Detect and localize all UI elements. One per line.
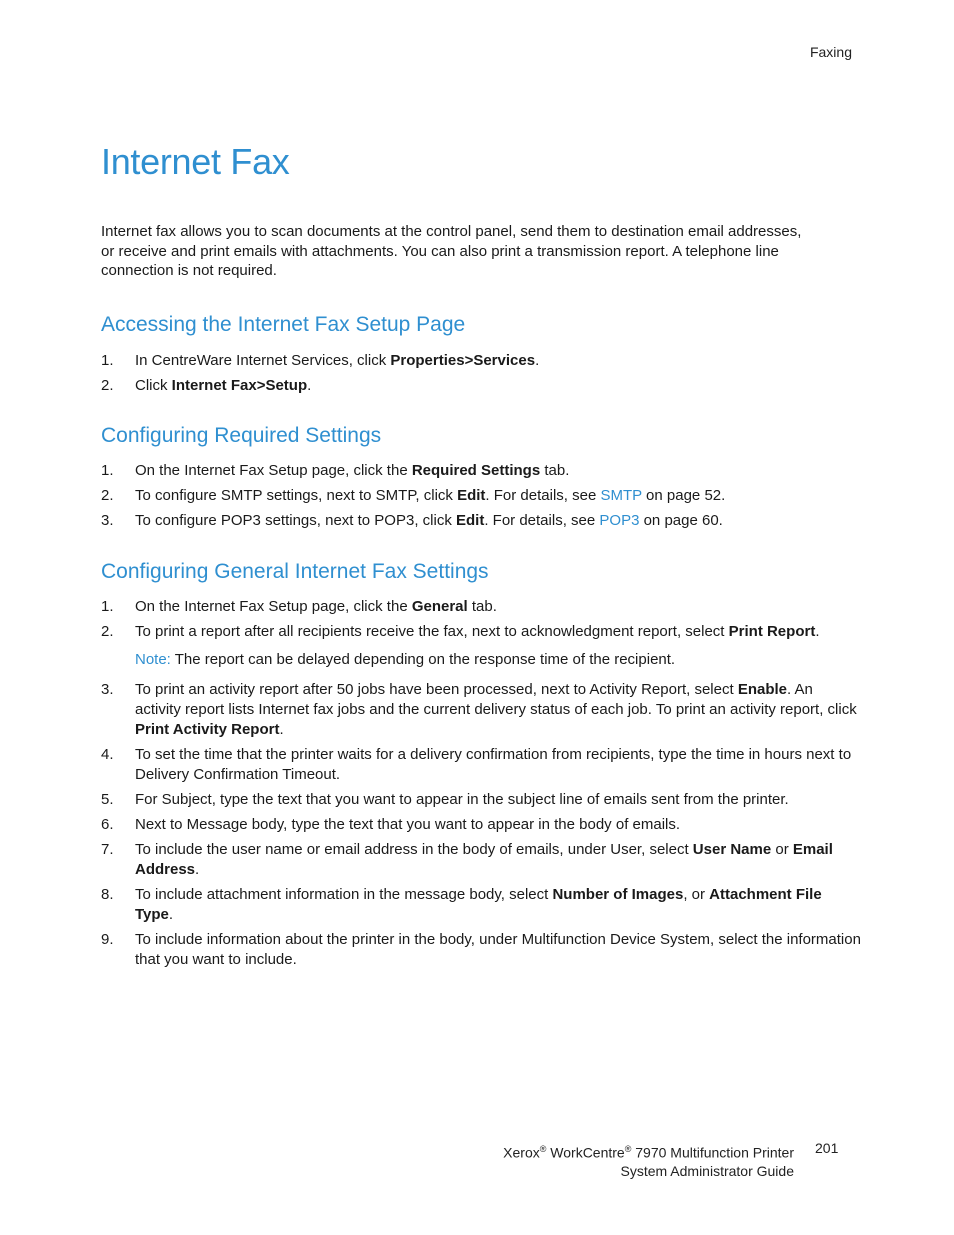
- access-steps-list: [101, 351, 861, 401]
- heading-required-settings: Configuring Required Settings: [101, 424, 382, 447]
- pop3-link[interactable]: POP3: [599, 512, 640, 529]
- list-item: 8. To include attachment information in the message body, select Number of Images, or Attachment File Type.: [101, 886, 822, 923]
- page-number: 201: [815, 1140, 839, 1156]
- heading-general-settings: Configuring General Internet Fax Settings: [101, 560, 489, 583]
- heading-accessing-setup-page: Accessing the Internet Fax Setup Page: [101, 313, 466, 336]
- list-item: 3. To print an activity report after 50 jobs have been processed, next to Activity Report, select Enable. An activity report lists Internet fax jobs and the current delivery status of each job. To print an activity report, click Print Activity Report.: [101, 681, 857, 738]
- running-header-section: Faxing: [809, 44, 852, 60]
- page-title: Internet Fax: [101, 141, 290, 182]
- note: Note: The report can be delayed depending on the response time of the recipient.: [135, 651, 676, 668]
- footer-product-line: Xerox® WorkCentre® 7970 Multifunction Printer: [503, 1144, 794, 1161]
- required-steps-list: [101, 461, 861, 536]
- list-item: 1. On the Internet Fax Setup page, click the General tab.: [101, 598, 497, 615]
- list-item: 2. To configure SMTP settings, next to SMTP, click Edit. For details, see SMTP on page 52.: [101, 487, 726, 504]
- list-item: 7. To include the user name or email address in the body of emails, under User, select User Name or Email Address.: [101, 841, 833, 878]
- intro-paragraph: Internet fax allows you to scan documents at the control panel, send them to destination email addresses, or receive and print emails with attachments. You can also print a transmission report. A telephone line connection is not required.: [101, 223, 802, 279]
- list-item: 2. Click Internet Fax>Setup.: [101, 377, 312, 394]
- list-item: 5. For Subject, type the text that you want to appear in the subject line of emails sent from the printer.: [101, 791, 789, 808]
- list-item: 4. To set the time that the printer waits for a delivery confirmation from recipients, type the time in hours next to Delivery Confirmation Timeout.: [101, 746, 852, 783]
- list-item: 9. To include information about the printer in the body, under Multifunction Device System, select the information that you want to include.: [101, 931, 861, 968]
- list-item: 1. In CentreWare Internet Services, click Properties>Services.: [101, 352, 540, 369]
- note-label: Note:: [135, 651, 171, 668]
- smtp-link[interactable]: SMTP: [600, 487, 642, 504]
- list-item: 1. On the Internet Fax Setup page, click the Required Settings tab.: [101, 462, 570, 479]
- list-item: 3. To configure POP3 settings, next to POP3, click Edit. For details, see POP3 on page 60.: [101, 512, 723, 529]
- footer-guide-title: System Administrator Guide: [620, 1162, 794, 1179]
- list-item: 2. To print a report after all recipients receive the fax, next to acknowledgment report, select Print Report. Note: The report can be delayed depending on the response time of the recipient.: [101, 622, 861, 670]
- list-item: 6. Next to Message body, type the text that you want to appear in the body of emails.: [101, 816, 681, 833]
- general-steps-list: [101, 597, 861, 975]
- page-footer: [503, 1140, 794, 1180]
